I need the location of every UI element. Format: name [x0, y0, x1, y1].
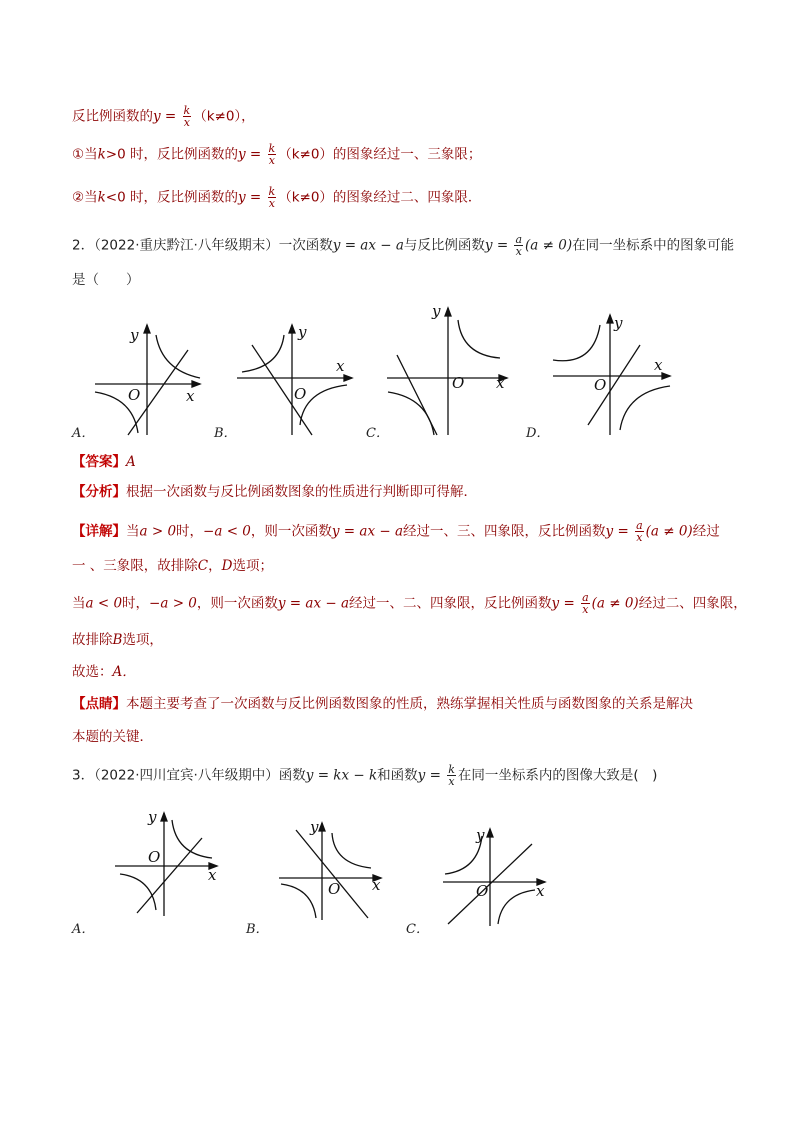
q2-graph-d: [548, 310, 678, 440]
formula-y: y =: [551, 595, 575, 612]
q2-analysis: [72, 482, 477, 502]
y-label: y: [130, 326, 139, 344]
hyperbola-branch: [281, 884, 316, 918]
frac-num: k: [268, 142, 276, 155]
q3-option-c[interactable]: C．: [406, 922, 429, 937]
hyperbola-branch: [388, 392, 434, 435]
q2-linear-formula: y = ax − a: [332, 237, 404, 254]
q2-graph-b: [232, 315, 362, 440]
y-label: y: [432, 302, 441, 320]
option-ref: C: [197, 558, 209, 574]
analysis-tag: 【分析】: [72, 484, 126, 500]
theory-intro: [72, 105, 255, 128]
hyperbola-branch: [242, 335, 284, 372]
frac-num: k: [268, 185, 276, 198]
var-k: k: [97, 146, 106, 163]
formula-y: y =: [605, 523, 629, 540]
detail-text: 故排除: [72, 632, 113, 648]
theory-text: <0 时，反比例函数的: [105, 189, 238, 206]
detail-text: 一 、三象限，故排除: [72, 558, 198, 574]
fraction-k-x: [447, 764, 456, 787]
y-axis-arrow: [319, 823, 325, 831]
fraction-a-x: [581, 592, 590, 615]
condition: (a ≠ 0): [645, 523, 693, 540]
formula-y: y =: [238, 146, 262, 163]
formula-y: y =: [238, 189, 262, 206]
q3-linear-formula: y = kx − k: [305, 767, 378, 784]
detail-text: 当: [126, 523, 140, 540]
q2-detail-2: [72, 556, 273, 576]
origin-label: O: [148, 848, 161, 866]
theory-text: （k≠0）的图象经过二、四象限．: [278, 189, 482, 206]
x-label: x: [536, 882, 545, 900]
hyperbola-branch: [620, 386, 670, 430]
formula-y: y =: [484, 237, 509, 254]
option-ref: B: [112, 632, 123, 648]
theory-text: 当: [84, 146, 98, 163]
detail-text: 时，: [176, 523, 204, 540]
q2-text: 与反比例函数: [403, 237, 485, 254]
hyperbola-branch: [553, 325, 600, 361]
frac-den: x: [183, 116, 190, 129]
math: y = ax − a: [331, 523, 404, 540]
detail-text: 选项；: [232, 558, 273, 574]
x-label: x: [654, 356, 663, 374]
frac-num: k: [448, 763, 455, 776]
detail-text: ，: [208, 558, 222, 574]
frac-den: x: [268, 197, 275, 210]
detail-tag: 【详解】: [72, 523, 126, 540]
origin-label: O: [476, 882, 489, 900]
detail-text: ，则一次函数: [250, 523, 332, 540]
q2-text: 在同一坐标系中的图象可能: [572, 237, 735, 254]
q2-stem: [72, 234, 734, 257]
q3-text: 和函数: [377, 767, 418, 784]
answer-value: A．: [112, 664, 136, 680]
y-axis-arrow: [144, 325, 150, 333]
theory-text: >0 时，反比例函数的: [105, 146, 238, 163]
frac-num: a: [636, 519, 643, 532]
comment-tag: 【点睛】: [72, 696, 126, 712]
q3-text: 在同一坐标系内的图像大致是( ): [457, 767, 658, 784]
q2-text: 2．（2022·重庆黔江·八年级期末）一次函数: [72, 237, 333, 254]
fraction-a-x: [514, 234, 523, 257]
y-axis-arrow: [607, 315, 613, 323]
option-ref: D: [221, 558, 233, 574]
origin-label: O: [452, 374, 465, 392]
y-label: y: [476, 826, 485, 844]
marker-2: ②: [72, 189, 85, 206]
fraction-k-x: [268, 143, 277, 166]
hyperbola-branch: [156, 335, 200, 378]
condition: (a ≠ 0): [591, 595, 639, 612]
theory-point-1: [72, 143, 481, 166]
q2-detail-3: [72, 592, 747, 615]
y-axis-arrow: [487, 829, 493, 837]
fraction-a-x: [635, 520, 644, 543]
var-k: k: [97, 189, 106, 206]
y-axis-arrow: [289, 325, 295, 333]
frac-den: x: [582, 603, 589, 616]
detail-text: 经过一、二、四象限，反比例函数: [349, 595, 552, 612]
answer-value: A: [126, 454, 136, 470]
theory-point-2: [72, 186, 481, 209]
detail-text: 选项，: [122, 632, 163, 648]
q2-option-d[interactable]: D．: [526, 426, 550, 441]
q3-graph-b: [276, 818, 391, 923]
frac-num: k: [183, 104, 191, 117]
q2-comment-2: 本题的关键．: [72, 729, 153, 745]
math: y = ax − a: [277, 595, 350, 612]
detail-text: 当: [72, 595, 86, 612]
line-graph: [397, 355, 437, 435]
q2-option-c[interactable]: C．: [366, 426, 389, 441]
theory-text: 反比例函数的: [72, 108, 153, 125]
q2-option-b[interactable]: B．: [214, 426, 237, 441]
comment-text: 本题主要考查了一次函数与反比例函数图象的性质，熟练掌握相关性质与函数图象的关系是解决: [126, 696, 693, 712]
math: a > 0: [139, 523, 177, 540]
hyperbola-branch: [120, 874, 156, 910]
origin-label: O: [128, 386, 141, 404]
y-label: y: [310, 818, 319, 836]
theory-text: （k≠0）的图象经过一、三象限；: [278, 146, 482, 163]
detail-text: 经过一、三、四象限，反比例函数: [403, 523, 606, 540]
q2-graph-a: [90, 315, 220, 440]
q2-option-a[interactable]: A．: [72, 426, 95, 441]
frac-den: x: [636, 531, 643, 544]
marker-1: ①: [72, 146, 85, 163]
detail-text: ，则一次函数: [196, 595, 278, 612]
origin-label: O: [328, 880, 341, 898]
fraction-k-x: [183, 105, 192, 128]
condition: （k≠0），: [193, 108, 255, 125]
q2-detail-4: [72, 630, 163, 650]
detail-text: 经过二、四象限，: [638, 595, 747, 612]
hyperbola-branch: [300, 385, 347, 425]
analysis-text: 根据一次函数与反比例函数图象的性质进行判断即可得解．: [126, 484, 477, 500]
frac-den: x: [448, 775, 455, 788]
y-axis-arrow: [445, 308, 451, 316]
answer-tag: 【答案】: [72, 454, 126, 470]
y-label: y: [148, 808, 157, 826]
math: a < 0: [85, 595, 123, 612]
q2-stem-cont: 是（ ）: [72, 272, 140, 288]
q2-answer: [72, 452, 136, 472]
frac-num: a: [515, 233, 523, 246]
hyperbola-branch: [172, 820, 212, 858]
x-label: x: [372, 876, 381, 894]
q2-comment-1: [72, 694, 693, 714]
math: −a < 0: [203, 523, 251, 540]
frac-den: x: [268, 154, 275, 167]
x-axis-arrow: [344, 375, 352, 381]
x-label: x: [186, 387, 195, 405]
detail-text: 经过: [692, 523, 720, 540]
q3-text: 3．（2022·四川宜宾·八年级期中）函数: [72, 767, 306, 784]
condition: (a ≠ 0): [525, 237, 573, 254]
y-label: y: [298, 323, 307, 341]
hyperbola-branch: [332, 833, 371, 868]
hyperbola-branch: [498, 890, 535, 924]
formula-y: y =: [417, 767, 441, 784]
x-label: x: [208, 866, 217, 884]
origin-label: O: [294, 385, 307, 403]
math: −a > 0: [149, 595, 197, 612]
line-graph: [296, 830, 368, 918]
frac-den: x: [515, 245, 522, 258]
y-label: y: [614, 314, 623, 332]
q3-option-a[interactable]: A．: [72, 922, 95, 937]
line-graph: [137, 838, 202, 913]
q3-stem: [72, 764, 657, 787]
origin-label: O: [594, 376, 607, 394]
hyperbola-branch: [458, 320, 500, 358]
formula-y: y =: [153, 108, 177, 125]
detail-text: 故选：: [72, 664, 113, 680]
x-label: x: [496, 374, 505, 392]
frac-num: a: [582, 591, 589, 604]
x-label: x: [336, 357, 345, 375]
q3-graph-c: [440, 824, 555, 929]
fraction-k-x: [268, 186, 277, 209]
q2-graph-c: [382, 300, 517, 440]
q2-choice: [72, 662, 136, 682]
detail-text: 时，: [122, 595, 150, 612]
x-axis-arrow: [662, 373, 670, 379]
q2-detail-1: [72, 520, 720, 543]
theory-text: 当: [84, 189, 98, 206]
q3-option-b[interactable]: B．: [246, 922, 269, 937]
q3-graph-a: [112, 808, 227, 918]
y-axis-arrow: [161, 813, 167, 821]
